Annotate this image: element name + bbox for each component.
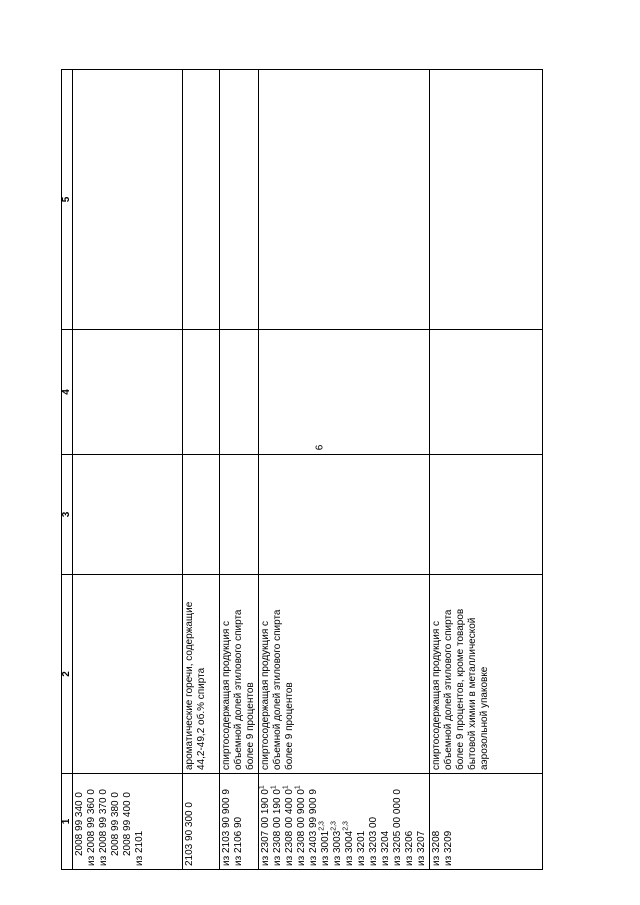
code-item: 2103 90 300 0 bbox=[184, 802, 195, 866]
description-line: спиртосодержащая продукция с bbox=[221, 620, 232, 770]
description-line: объемной долей этилового спирта bbox=[233, 609, 244, 770]
code-item: из 2101 bbox=[134, 830, 145, 866]
table-row bbox=[220, 70, 259, 870]
code-item: из 2103 90 900 9 bbox=[221, 789, 232, 866]
table-row bbox=[259, 70, 430, 870]
column-header-3: 3 bbox=[62, 455, 73, 575]
code-cell bbox=[73, 774, 183, 870]
column-number-row bbox=[62, 70, 73, 870]
empty-cell bbox=[259, 330, 430, 455]
code-item: из 2106 90 bbox=[233, 816, 244, 866]
column-header-5: 5 bbox=[62, 70, 73, 330]
column-header-1: 1 bbox=[62, 774, 73, 870]
description-line: спиртосодержащая продукция с bbox=[260, 620, 271, 770]
empty-cell bbox=[183, 455, 220, 575]
description-line: более 9 процентов bbox=[284, 682, 295, 770]
code-item: из 3203 00 bbox=[368, 816, 379, 866]
code-item: из 3207 bbox=[416, 830, 427, 866]
code-item: из 3003$^{2,3}$ bbox=[330, 821, 343, 866]
tariff-code-table bbox=[61, 69, 543, 870]
page-number: 6 bbox=[314, 444, 326, 451]
empty-cell bbox=[430, 455, 543, 575]
empty-cell bbox=[73, 330, 183, 455]
code-item: из 2308 00 400 $0^1$ bbox=[282, 785, 295, 866]
code-item: из 3208 bbox=[431, 830, 442, 866]
code-item: из 2403 99 900 9 bbox=[308, 789, 319, 866]
table-row bbox=[73, 70, 183, 870]
empty-cell bbox=[183, 330, 220, 455]
code-cell bbox=[220, 774, 259, 870]
description-cell bbox=[183, 575, 220, 774]
empty-cell bbox=[73, 70, 183, 330]
code-item: из 3004$^{2,3}$ bbox=[342, 821, 355, 866]
code-cell bbox=[183, 774, 220, 870]
description-line: объемной долей этилового спирта bbox=[272, 609, 283, 770]
code-item: из 3001$^{2,3}$ bbox=[318, 821, 331, 866]
description-cell bbox=[220, 575, 259, 774]
code-item: из 3206 bbox=[404, 830, 415, 866]
description-line: более 9 процентов bbox=[245, 682, 256, 770]
code-item: 2008 99 340 0 bbox=[74, 792, 85, 856]
description-cell bbox=[73, 575, 183, 774]
description-line: объемной долей этилового спирта bbox=[443, 609, 454, 770]
table-row bbox=[183, 70, 220, 870]
description-line: ароматические горечи, содержащие bbox=[184, 601, 195, 770]
code-item: из 2008 99 370 0 bbox=[98, 789, 109, 866]
empty-cell bbox=[73, 455, 183, 575]
code-item: из 3201 bbox=[356, 830, 367, 866]
code-item: из 3204 bbox=[380, 830, 391, 866]
empty-cell bbox=[220, 70, 259, 330]
code-item: из 2307 00 190 $0^1$ bbox=[258, 785, 271, 866]
description-line: спиртосодержащая продукция с bbox=[431, 620, 442, 770]
empty-cell bbox=[220, 330, 259, 455]
code-cell bbox=[259, 774, 430, 870]
code-item: из 3209 bbox=[443, 830, 454, 866]
empty-cell bbox=[259, 455, 430, 575]
empty-cell bbox=[183, 70, 220, 330]
description-line: более 9 процентов, кроме товаров bbox=[455, 608, 466, 770]
table-container bbox=[61, 70, 491, 870]
empty-cell bbox=[220, 455, 259, 575]
code-item: из 2308 00 190 $0^1$ bbox=[270, 785, 283, 866]
table-row bbox=[430, 70, 543, 870]
description-cell bbox=[259, 575, 430, 774]
column-header-2: 2 bbox=[62, 575, 73, 774]
code-item: из 2308 00 900 $0^1$ bbox=[294, 785, 307, 866]
description-line: 44,2-49,2 об.% спирта bbox=[196, 667, 207, 770]
description-line: аэрозольной упаковке bbox=[479, 666, 490, 770]
column-header-4: 4 bbox=[62, 330, 73, 455]
code-item: из 2008 99 360 0 bbox=[86, 789, 97, 866]
empty-cell bbox=[430, 70, 543, 330]
empty-cell bbox=[259, 70, 430, 330]
code-item: 2008 99 380 0 bbox=[110, 792, 121, 856]
code-cell bbox=[430, 774, 543, 870]
description-line: бытовой химии в металлической bbox=[467, 617, 478, 770]
empty-cell bbox=[430, 330, 543, 455]
description-cell bbox=[430, 575, 543, 774]
code-item: из 3205 00 000 0 bbox=[392, 789, 403, 866]
code-item: 2008 99 400 0 bbox=[122, 792, 133, 856]
